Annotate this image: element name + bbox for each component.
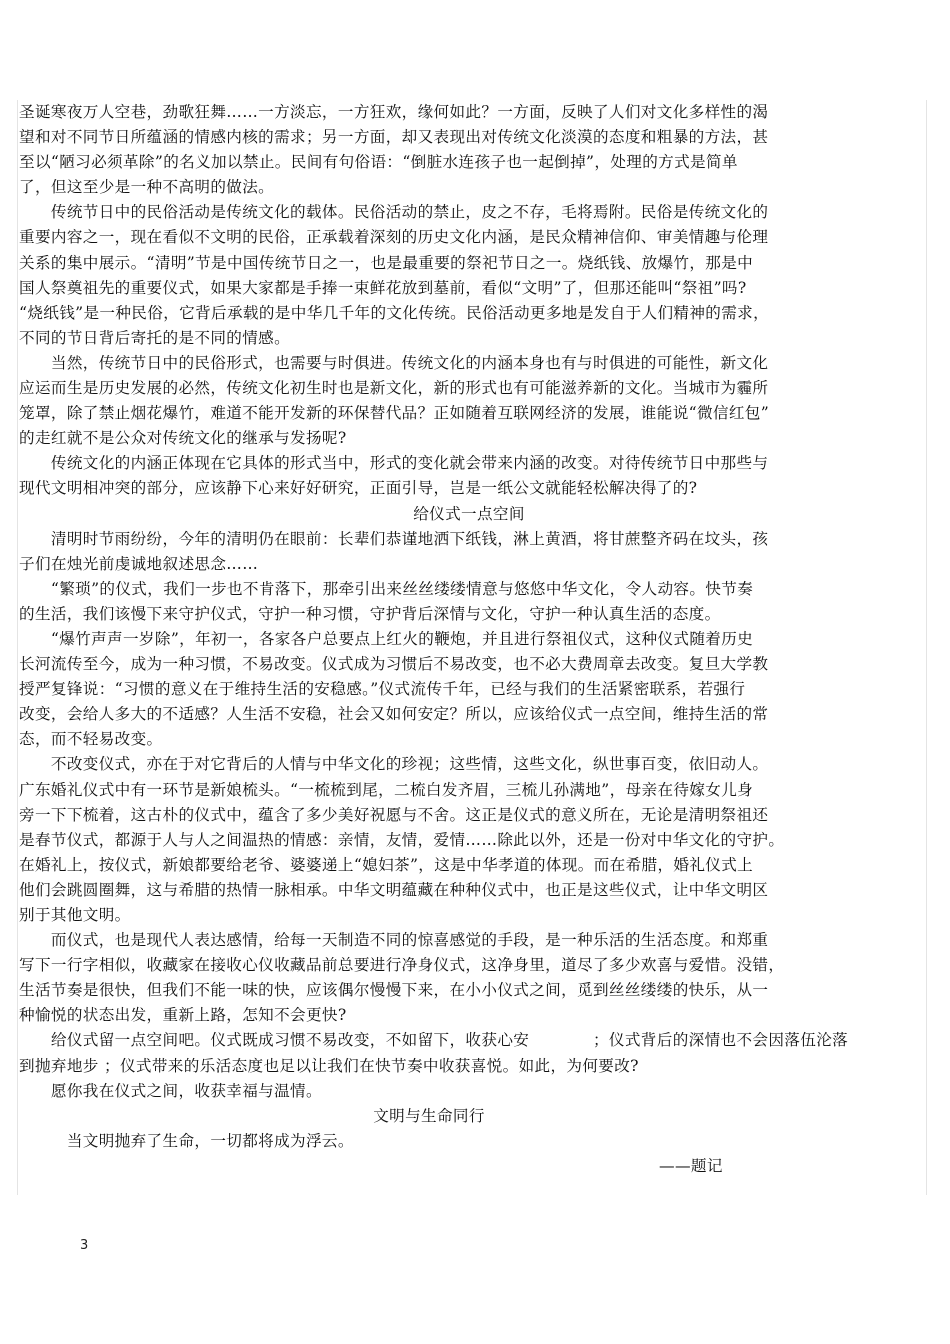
text-line: 当文明抛弃了生命，一切都将成为浮云。	[19, 1131, 354, 1150]
text-line: 至以“陋习必须革除”的名义加以禁止。民间有句俗语：“倒脏水连孩子也一起倒掉”，处理的方式是简单	[19, 153, 738, 172]
document-body	[19, 100, 919, 1179]
text-line: 清明时节雨纷纷，今年的清明仍在眼前：长辈们恭谨地洒下纸钱，淋上黄酒，将甘蔗整齐码在坟头，孩	[19, 529, 769, 548]
text-line: 的走红就不是公众对传统文化的继承与发扬呢?	[19, 429, 347, 448]
inscription: ——题记	[659, 1156, 723, 1175]
text-line: 别于其他文明。	[19, 906, 131, 924]
text-line: 而仪式，也是现代人表达感情，给每一天制造不同的惊喜感觉的手段，是一种乐活的生活态度。和郑重	[19, 931, 769, 950]
text-line: 态，而不轻易改变。	[19, 730, 163, 749]
text-line: 种愉悦的状态出发，重新上路，怎知不会更快?	[19, 1006, 347, 1025]
page-number: 3	[80, 1238, 89, 1253]
text-line: 改变，会给人多大的不适感？人生活不安稳，社会又如何安定？所以，应该给仪式一点空间，维持生活的常	[19, 705, 769, 724]
text-line: 不改变仪式，亦在于对它背后的人情与中华文化的珍视；这些情，这些文化，纵世事百变，依旧动人。	[19, 755, 769, 774]
text-line: “爆竹声声一岁除”，年初一，各家各户总要点上红火的鞭炮，并且进行祭祖仪式，这种仪式随着历史	[19, 629, 754, 648]
text-line: 笼罩，除了禁止烟花爆竹，难道不能开发新的环保替代品？正如随着互联网经济的发展，谁能说“微信红包”	[19, 404, 770, 423]
text-line: 旁一下下梳着，这古朴的仪式中，蕴含了多少美好祝愿与不舍。这正是仪式的意义所在，无论是清明祭祖还	[19, 805, 769, 824]
text-line: 长河流传至今，成为一种习惯，不易改变。仪式成为习惯后不易改变，也不必大费周章去改变。复旦大学教	[19, 655, 769, 674]
text-line: 望和对不同节日所蕴涵的情感内核的需求；另一方面，却又表现出对传统文化淡漠的态度和粗暴的方法，甚	[19, 128, 769, 147]
text-line: 圣诞寒夜万人空巷，劲歌狂舞……一方淡忘，一方狂欢，缘何如此？一方面，反映了人们对文化多样性的渴	[19, 103, 769, 121]
text-line: 给仪式留一点空间吧。仪式既成习惯不易改变，不如留下，收获心安 ；仪式背后的深情也不会因落伍沦落	[19, 1031, 849, 1050]
text-line: 不同的节日背后寄托的是不同的情感。	[19, 328, 291, 347]
text-line: 重要内容之一，现在看似不文明的民俗，正承载着深刻的历史文化内涵，是民众精神信仰、审美情趣与伦理	[19, 228, 769, 247]
text-line: 写下一行字相似，收藏家在接收心仪收藏品前总要进行净身仪式，这净身里，道尽了多少欢喜与爱惜。没错，	[19, 956, 785, 975]
text-line: 授严复锋说：“习惯的意义在于维持生活的安稳感。”仪式流传千年，已经与我们的生活紧密联系，若强行	[19, 680, 746, 699]
text-line: 子们在烛光前虔诚地叙述思念……	[19, 554, 259, 573]
text-line: 传统文化的内涵正体现在它具体的形式当中，形式的变化就会带来内涵的改变。对待传统节日中那些与	[19, 454, 769, 473]
text-line: 在婚礼上，按仪式，新娘都要给老爷、婆婆递上“媳妇茶”，这是中华孝道的体现。而在希腊，婚礼仪式上	[19, 855, 754, 874]
text-line: 当然，传统节日中的民俗形式，也需要与时俱进。传统文化的内涵本身也有与时俱进的可能性，新文化	[19, 353, 769, 372]
text-line: 应运而生是历史发展的必然，传统文化初生时也是新文化，新的形式也有可能滋养新的文化。当城市为霾所	[19, 379, 769, 398]
text-line: 关系的集中展示。“清明”节是中国传统节日之一，也是最重要的祭祀节日之一。烧纸钱、放爆竹，那是中	[19, 253, 754, 272]
text-line: “烧纸钱”是一种民俗，它背后承载的是中华几千年的文化传统。民俗活动更多地是发自于人们精神的需求，	[19, 303, 770, 322]
text-line: 国人祭奠祖先的重要仪式，如果大家都是手捧一束鲜花放到墓前，看似“文明”了，但那还能叫“祭祖”吗?	[19, 278, 747, 297]
text-line: 愿你我在仪式之间，收获幸福与温情。	[19, 1081, 322, 1100]
text-line: 生活节奏是很快，但我们不能一味的快，应该偶尔慢慢下来，在小小仪式之间，觅到丝丝缕缕的快乐，从一	[19, 981, 769, 1000]
text-line: 是春节仪式，都源于人与人之间温热的情感：亲情，友情，爱情……除此以外，还是一份对中华文化的守护。	[19, 830, 785, 849]
text-line: 传统节日中的民俗活动是传统文化的载体。民俗活动的禁止，皮之不存，毛将焉附。民俗是传统文化的	[19, 203, 769, 222]
text-line: 广东婚礼仪式中有一环节是新娘梳头。“一梳梳到尾，二梳白发齐眉，三梳儿孙满地”，母亲在待嫁女儿身	[19, 780, 754, 799]
text-line: 的生活，我们该慢下来守护仪式，守护一种习惯，守护背后深情与文化，守护一种认真生活的态度。	[19, 604, 721, 623]
text-line: 现代文明相冲突的部分，应该静下心来好好研究，正面引导，岂是一纸公文就能轻松解决得了的?	[19, 479, 698, 498]
text-line: 他们会跳圆圈舞，这与希腊的热情一脉相承。中华文明蕴藏在种种仪式中，也正是这些仪式，让中华文明区	[19, 880, 769, 899]
section-title: 给仪式一点空间	[413, 504, 525, 523]
section-title: 文明与生命同行	[373, 1106, 485, 1125]
text-line: 了，但这至少是一种不高明的做法。	[19, 178, 275, 197]
text-line: “繁琐”的仪式，我们一步也不肯落下，那牵引出来丝丝缕缕情意与悠悠中华文化，令人动容。快节奏	[19, 579, 754, 598]
text-line: 到抛弃地步 ；仪式带来的乐活态度也足以让我们在快节奏中收获喜悦。如此，为何要改?	[19, 1056, 639, 1075]
